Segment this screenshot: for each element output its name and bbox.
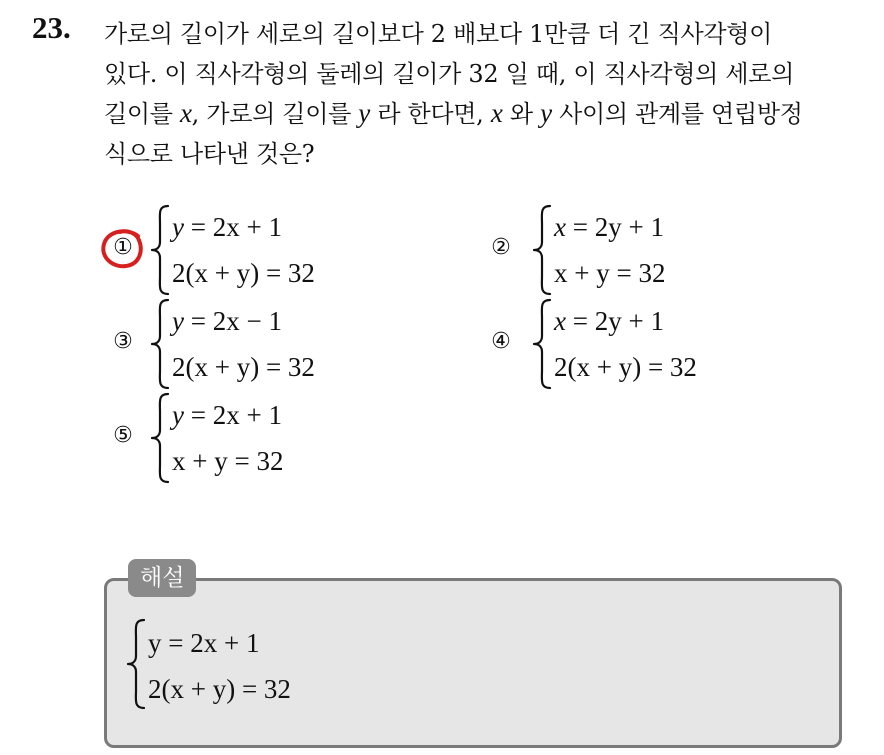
eq-rhs: = 2x + 1 xyxy=(190,212,282,242)
eq-lhs: y xyxy=(172,400,184,430)
variable-y: y xyxy=(358,98,370,128)
choice-1-brace xyxy=(150,204,172,296)
choice-3-number[interactable]: ③ xyxy=(113,329,133,354)
solution-equation-1: y = 2x + 1 xyxy=(148,628,260,658)
solution-tab: 해설 xyxy=(128,559,196,597)
variable-y: y xyxy=(540,98,552,128)
eq-lhs: x xyxy=(554,306,566,336)
question-text: 사이의 관계를 연립방정 xyxy=(551,100,803,128)
eq-lhs: y xyxy=(172,306,184,336)
choice-4-equation-2: 2(x + y) = 32 xyxy=(554,352,697,382)
choice-2-number[interactable]: ② xyxy=(491,235,511,260)
solution-box xyxy=(104,578,842,748)
choice-5-number[interactable]: ⑤ xyxy=(113,423,133,448)
choice-2-equation-2: x + y = 32 xyxy=(554,258,666,288)
solution-equation-2: 2(x + y) = 32 xyxy=(148,674,291,704)
question-line-2: 있다. 이 직사각형의 둘레의 길이가 32 일 때, 이 직사각형의 세로의 xyxy=(104,60,794,88)
question-line-3 xyxy=(104,94,803,129)
variable-x: x xyxy=(179,98,192,128)
question-text: 와 xyxy=(502,100,541,128)
question-number: 23. xyxy=(32,10,71,45)
eq-rhs: = 2x + 1 xyxy=(190,400,282,430)
choice-5-brace xyxy=(150,392,172,484)
eq-rhs: = 2x − 1 xyxy=(190,306,282,336)
solution-brace xyxy=(126,618,148,710)
variable-x: x xyxy=(490,98,503,128)
question-text: , 가로의 길이를 xyxy=(191,100,359,128)
eq-lhs: y xyxy=(172,212,184,242)
eq-rhs: = 2y + 1 xyxy=(572,306,664,336)
choice-3-equation-2: 2(x + y) = 32 xyxy=(172,352,315,382)
choice-4-equation-1 xyxy=(554,306,664,337)
choice-4-number[interactable]: ④ xyxy=(491,329,511,354)
choice-3-brace xyxy=(150,298,172,390)
question-text: 라 한다면, xyxy=(369,100,491,128)
choice-4-brace xyxy=(532,298,554,390)
choice-5-equation-2: x + y = 32 xyxy=(172,446,284,476)
choice-1-equation-1 xyxy=(172,212,282,243)
choice-1-equation-2: 2(x + y) = 32 xyxy=(172,258,315,288)
choice-2-equation-1 xyxy=(554,212,664,243)
question-line-1: 가로의 길이가 세로의 길이보다 2 배보다 1만큼 더 긴 직사각형이 xyxy=(104,20,772,48)
question-line-4: 식으로 나타낸 것은? xyxy=(104,140,315,168)
eq-rhs: = 2y + 1 xyxy=(572,212,664,242)
choice-5-equation-1 xyxy=(172,400,282,431)
eq-lhs: x xyxy=(554,212,566,242)
choice-3-equation-1 xyxy=(172,306,282,337)
choice-1-number[interactable]: ① xyxy=(113,235,133,260)
choice-2-brace xyxy=(532,204,554,296)
question-text: 길이를 xyxy=(104,100,180,128)
